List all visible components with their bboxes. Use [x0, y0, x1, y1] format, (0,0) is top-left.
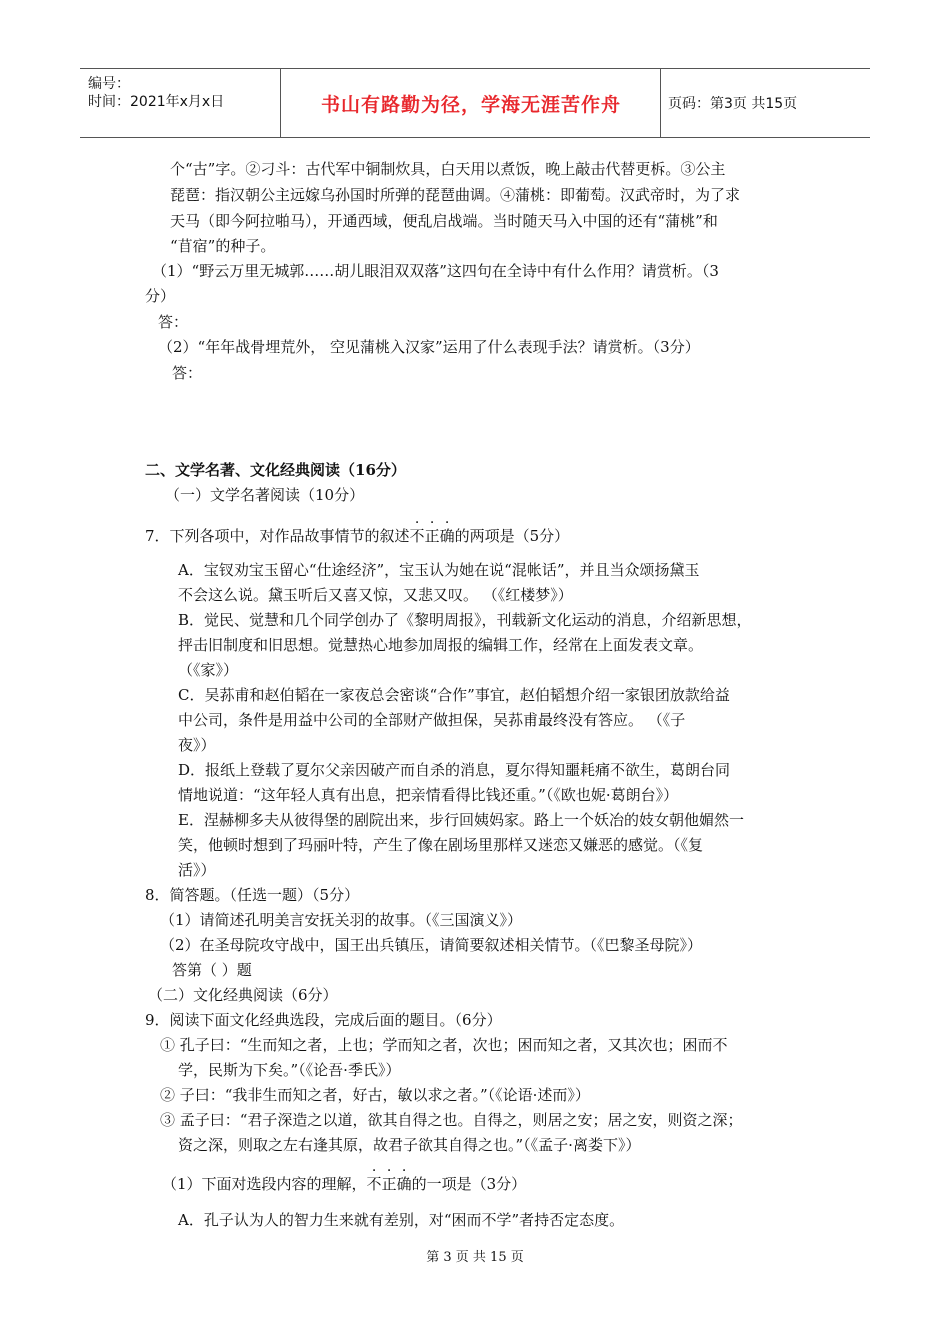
option-line: 抨击旧制度和旧思想。觉慧热心地参加周报的编辑工作，经常在上面发表文章。 [178, 636, 704, 654]
page-footer: 第 3 页 共 15 页 [426, 1250, 524, 1265]
emphasis-char: 确 [439, 527, 455, 545]
answer-label: 答： [172, 364, 203, 382]
option-line: D．报纸上登载了夏尔父亲因破产而自杀的消息，夏尔得知噩耗痛不欲生，葛朗台同 [178, 761, 731, 779]
passage-line: 学，民斯为下矣。”（《论吾·季氏》） [178, 1061, 401, 1079]
option-line: （《家》） [178, 661, 239, 679]
motto: 书山有路勤为径，学海无涯苦作舟 [320, 93, 621, 116]
header-page-cell [668, 69, 868, 137]
option-line: B．觉民、觉慧和几个同学创办了《黎明周报》，刊载新文化运动的消息，介绍新思想， [178, 611, 752, 629]
option-line: E．涅赫柳多夫从彼得堡的剧院出来，步行回姨妈家。路上一个妖冶的妓女朝他媚然一 [178, 811, 744, 829]
emphasis-char: 不 [409, 527, 425, 545]
page-info: 页码：第3页 共15页 [668, 96, 798, 112]
poem-note-line: 琵琶：指汉朝公主远嫁乌孙国时所弹的琵琶曲调。④蒲桃：即葡萄。汉武帝时，为了求 [170, 186, 741, 204]
q7-suffix: 的两项是（5分） [454, 527, 570, 545]
header-meta [80, 69, 281, 137]
passage-line: ② 子曰：“我非生而知之者，好古，敏以求之者。”（《论语·述而》） [160, 1086, 590, 1104]
option-line: 夜》） [178, 736, 216, 754]
option-line: 不会这么说。黛玉听后又喜又惊，又悲又叹。 （《红楼梦》） [178, 586, 573, 604]
option-line: 活》） [178, 861, 216, 879]
option-line: 笑，他顿时想到了玛丽叶特，产生了像在剧场里那样又迷恋又嫌恶的感觉。（《复 [178, 836, 704, 854]
subsection-title: （一）文学名著阅读（10分） [165, 486, 365, 504]
question-7 [145, 526, 569, 546]
poem-question-1: （1）“野云万里无城郭……胡儿眼泪双双落”这四句在全诗中有什么作用？请赏析。（3 [152, 262, 719, 280]
page-header [80, 68, 870, 138]
question-8: 8．简答题。（任选一题）（5分） [145, 886, 360, 904]
q8-item: （1）请简述孔明美言安抚关羽的故事。（《三国演义》） [160, 911, 523, 929]
section-title: 二、文学名著、文化经典阅读（16分） [145, 461, 406, 479]
option-line: 中公司，条件是用益中公司的全部财产做担保，吴荪甫最终没有答应。 （《子 [178, 711, 686, 729]
passage-line: 资之深，则取之左右逢其原，故君子欲其自得之也。”（《孟子·离娄下》） [178, 1136, 641, 1154]
poem-note-line: “苜宿”的种子。 [170, 237, 276, 255]
q7-prefix: 7．下列各项中，对作品故事情节的叙述 [145, 527, 410, 545]
q9-1-prefix: （1）下面对选段内容的理解， [162, 1175, 367, 1193]
q9-1-suffix: 的一项是（3分） [411, 1175, 527, 1193]
emphasis-char: 正 [381, 1175, 397, 1193]
emphasis-char: 不 [366, 1175, 382, 1193]
subsection-title: （二）文化经典阅读（6分） [148, 986, 338, 1004]
number-label: 编号： [88, 76, 130, 92]
option-line: A．孔子认为人的智力生来就有差别，对“困而不学”者持否定态度。 [178, 1211, 625, 1229]
option-line: 情地说道：“这年轻人真有出息，把亲情看得比钱还重。”（《欧也妮·葛朗台》） [178, 786, 679, 804]
date-label: 时间：2021年x月x日 [88, 94, 225, 110]
question-9-1 [162, 1174, 526, 1194]
answer-label: 答： [158, 313, 189, 331]
poem-note-line: 个“古”字。②刁斗：古代军中铜制炊具，白天用以煮饭，晚上敲击代替更柝。③公主 [170, 160, 726, 178]
poem-note-line: 天马（即今阿拉啪马），开通西域，便乱启战端。当时随天马入中国的还有“蒲桃”和 [170, 212, 718, 230]
q8-answer: 答第（ ）题 [172, 961, 252, 979]
poem-question-2: （2）“年年战骨埋荒外， 空见蒲桃入汉家”运用了什么表现手法？请赏析。（3分） [158, 338, 700, 356]
poem-question-1-cont: 分） [145, 287, 176, 305]
header-motto-cell [282, 69, 661, 137]
passage-line: ① 孔子曰：“生而知之者，上也；学而知之者，次也；困而知之者，又其次也；困而不 [160, 1036, 728, 1054]
option-line: C．吴荪甫和赵伯韬在一家夜总会密谈“合作”事宜，赵伯韬想介绍一家银团放款给益 [178, 686, 730, 704]
emphasis-char: 正 [424, 527, 440, 545]
passage-line: ③ 孟子曰：“君子深造之以道，欲其自得之也。自得之，则居之安；居之安，则资之深； [160, 1111, 743, 1129]
emphasis-char: 确 [396, 1175, 412, 1193]
option-line: A．宝钗劝宝玉留心“仕途经济”，宝玉认为她在说“混帐话”，并且当众颂扬黛玉 [178, 561, 700, 579]
question-9: 9．阅读下面文化经典选段，完成后面的题目。（6分） [145, 1011, 502, 1029]
q8-item: （2）在圣母院攻守战中，国王出兵镇压，请简要叙述相关情节。（《巴黎圣母院》） [160, 936, 703, 954]
